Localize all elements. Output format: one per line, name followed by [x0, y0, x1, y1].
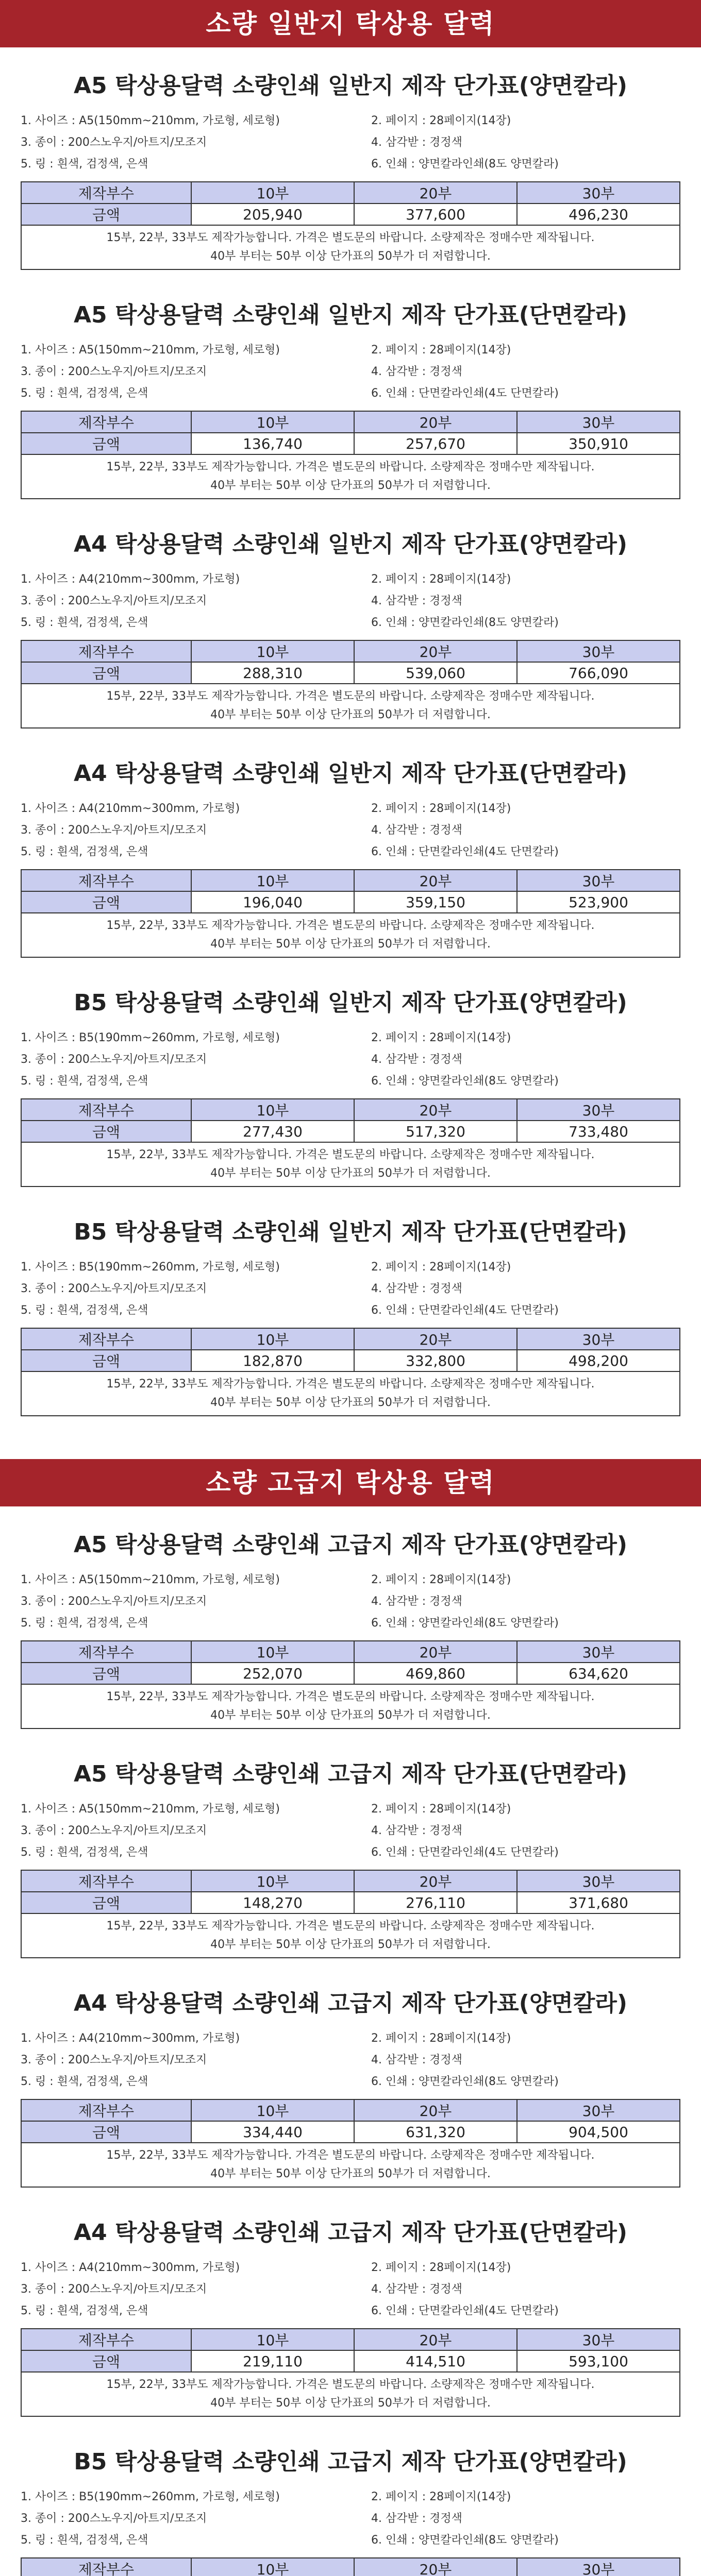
header-cell-count: 10부	[191, 182, 354, 204]
header-cell-quantity: 제작부수	[21, 1328, 191, 1350]
table-row	[21, 204, 680, 225]
row-label-price: 금액	[21, 2350, 191, 2372]
header-cell-count: 10부	[191, 1328, 354, 1350]
table-note-row	[21, 1142, 680, 1187]
spec-item: 3. 종이 : 200스노우지/아트지/모조지	[21, 595, 207, 607]
spec-item: 4. 삼각받 : 경정색	[371, 1595, 462, 1608]
header-cell-quantity: 제작부수	[21, 411, 191, 433]
spec-item: 1. 사이즈 : A4(210mm~300mm, 가로형)	[21, 802, 240, 815]
header-cell-count: 20부	[354, 640, 517, 662]
spec-item: 6. 인쇄 : 양면칼라인쇄(8도 양면칼라)	[371, 616, 559, 629]
spec-item: 2. 페이지 : 28페이지(14장)	[371, 1261, 511, 1274]
spec-item: 1. 사이즈 : A4(210mm~300mm, 가로형)	[21, 2261, 240, 2274]
spec-item: 6. 인쇄 : 단면칼라인쇄(4도 단면칼라)	[371, 387, 559, 400]
price-table-title: B5 탁상용달력 소량인쇄 일반지 제작 단가표(단면칼라)	[74, 1219, 627, 1245]
price-cell: 252,070	[191, 1663, 354, 1684]
price-table-block	[0, 2194, 701, 2424]
note-cell	[21, 1371, 680, 1416]
price-table	[21, 1640, 680, 1729]
spec-item: 1. 사이즈 : A4(210mm~300mm, 가로형)	[21, 573, 240, 586]
table-note-row	[21, 913, 680, 957]
header-cell-count: 30부	[517, 411, 680, 433]
price-cell: 182,870	[191, 1350, 354, 1371]
table-note-row	[21, 684, 680, 728]
price-table	[21, 640, 680, 728]
header-cell-count: 20부	[354, 1870, 517, 1892]
header-cell-quantity: 제작부수	[21, 182, 191, 204]
note-line-custom-quantity: 15부, 22부, 33부도 제작가능합니다. 가격은 별도문의 바랍니다. 소량제작은 정매수만 제작됩니다.	[106, 2378, 595, 2391]
header-cell-count: 30부	[517, 640, 680, 662]
table-row	[21, 891, 680, 913]
spec-item: 3. 종이 : 200스노우지/아트지/모조지	[21, 136, 207, 149]
price-cell: 539,060	[354, 662, 517, 684]
note-line-custom-quantity: 15부, 22부, 33부도 제작가능합니다. 가격은 별도문의 바랍니다. 소량제작은 정매수만 제작됩니다.	[106, 1148, 595, 1161]
spec-item: 6. 인쇄 : 양면칼라인쇄(8도 양면칼라)	[371, 1075, 559, 1088]
spec-item: 5. 링 : 흰색, 검정색, 은색	[21, 387, 148, 400]
note-cell	[21, 454, 680, 499]
price-cell: 517,320	[354, 1121, 517, 1142]
spec-item: 6. 인쇄 : 단면칼라인쇄(4도 단면칼라)	[371, 2304, 559, 2317]
spec-list	[21, 801, 680, 860]
spec-item: 2. 페이지 : 28페이지(14장)	[371, 2032, 511, 2045]
price-table-block	[0, 2424, 701, 2576]
spec-item: 5. 링 : 흰색, 검정색, 은색	[21, 845, 148, 858]
price-table	[21, 2328, 680, 2417]
row-label-price: 금액	[21, 891, 191, 913]
spec-item: 3. 종이 : 200스노우지/아트지/모조지	[21, 365, 207, 378]
price-cell: 334,440	[191, 2121, 354, 2143]
header-cell-quantity: 제작부수	[21, 1870, 191, 1892]
price-table-title: A5 탁상용달력 소량인쇄 고급지 제작 단가표(양면칼라)	[73, 1532, 628, 1558]
note-line-custom-quantity: 15부, 22부, 33부도 제작가능합니다. 가격은 별도문의 바랍니다. 소량제작은 정매수만 제작됩니다.	[106, 690, 595, 703]
price-cell: 469,860	[354, 1663, 517, 1684]
spec-item: 5. 링 : 흰색, 검정색, 은색	[21, 1304, 148, 1317]
row-label-price: 금액	[21, 204, 191, 225]
price-table	[21, 1098, 680, 1187]
spec-item: 4. 삼각받 : 경정색	[371, 365, 462, 378]
table-note-row	[21, 1913, 680, 1958]
price-table-title: A4 탁상용달력 소량인쇄 일반지 제작 단가표(양면칼라)	[73, 531, 628, 557]
table-note-row	[21, 454, 680, 499]
table-row	[21, 662, 680, 684]
spec-item: 1. 사이즈 : A5(150mm~210mm, 가로형, 세로형)	[21, 1803, 280, 1816]
spec-item: 3. 종이 : 200스노우지/아트지/모조지	[21, 2054, 207, 2066]
spec-item: 2. 페이지 : 28페이지(14장)	[371, 2261, 511, 2274]
spec-list	[21, 1802, 680, 1860]
price-table-block	[0, 735, 701, 964]
price-table-title: A4 탁상용달력 소량인쇄 일반지 제작 단가표(단면칼라)	[73, 760, 628, 787]
table-row	[21, 1892, 680, 1913]
price-cell: 205,940	[191, 204, 354, 225]
header-cell-count: 30부	[517, 1641, 680, 1663]
header-cell-count: 30부	[517, 182, 680, 204]
table-row	[21, 1350, 680, 1371]
header-cell-quantity: 제작부수	[21, 640, 191, 662]
price-table-title: A5 탁상용달력 소량인쇄 고급지 제작 단가표(단면칼라)	[73, 1761, 628, 1787]
header-cell-count: 10부	[191, 411, 354, 433]
price-cell: 359,150	[354, 891, 517, 913]
spec-item: 2. 페이지 : 28페이지(14장)	[371, 344, 511, 357]
row-label-price: 금액	[21, 1121, 191, 1142]
row-label-price: 금액	[21, 433, 191, 454]
header-cell-count: 20부	[354, 2099, 517, 2121]
table-header-row	[21, 640, 680, 662]
note-line-custom-quantity: 15부, 22부, 33부도 제작가능합니다. 가격은 별도문의 바랍니다. 소량제작은 정매수만 제작됩니다.	[106, 1920, 595, 1933]
price-cell: 496,230	[517, 204, 680, 225]
header-cell-count: 20부	[354, 2329, 517, 2350]
price-cell: 276,110	[354, 1892, 517, 1913]
price-cell: 371,680	[517, 1892, 680, 1913]
note-cell	[21, 684, 680, 728]
price-cell: 498,200	[517, 1350, 680, 1371]
note-line-custom-quantity: 15부, 22부, 33부도 제작가능합니다. 가격은 별도문의 바랍니다. 소량제작은 정매수만 제작됩니다.	[106, 2149, 595, 2162]
spec-item: 2. 페이지 : 28페이지(14장)	[371, 802, 511, 815]
spec-item: 5. 링 : 흰색, 검정색, 은색	[21, 2304, 148, 2317]
spec-list	[21, 2031, 680, 2090]
table-note-row	[21, 2372, 680, 2416]
spec-item: 4. 삼각받 : 경정색	[371, 2283, 462, 2296]
header-cell-count: 30부	[517, 870, 680, 891]
spec-item: 2. 페이지 : 28페이지(14장)	[371, 573, 511, 586]
price-cell: 733,480	[517, 1121, 680, 1142]
spec-item: 2. 페이지 : 28페이지(14장)	[371, 1031, 511, 1044]
note-line-custom-quantity: 15부, 22부, 33부도 제작가능합니다. 가격은 별도문의 바랍니다. 소량제작은 정매수만 제작됩니다.	[106, 919, 595, 932]
note-line-custom-quantity: 15부, 22부, 33부도 제작가능합니다. 가격은 별도문의 바랍니다. 소량제작은 정매수만 제작됩니다.	[106, 1690, 595, 1703]
price-table-block	[0, 1736, 701, 1965]
price-table-title: B5 탁상용달력 소량인쇄 고급지 제작 단가표(양면칼라)	[74, 2449, 627, 2475]
price-cell: 634,620	[517, 1663, 680, 1684]
spec-item: 5. 링 : 흰색, 검정색, 은색	[21, 1617, 148, 1630]
header-cell-count: 30부	[517, 2558, 680, 2576]
spec-item: 5. 링 : 흰색, 검정색, 은색	[21, 616, 148, 629]
table-header-row	[21, 2558, 680, 2576]
header-cell-count: 30부	[517, 2329, 680, 2350]
header-cell-count: 10부	[191, 640, 354, 662]
spec-item: 5. 링 : 흰색, 검정색, 은색	[21, 158, 148, 171]
price-table-title: A4 탁상용달력 소량인쇄 고급지 제작 단가표(단면칼라)	[73, 2219, 628, 2246]
price-cell: 523,900	[517, 891, 680, 913]
price-cell: 332,800	[354, 1350, 517, 1371]
note-line-bulk-discount: 40부 부터는 50부 이상 단가표의 50부가 더 저렴합니다.	[210, 708, 491, 721]
spec-item: 5. 링 : 흰색, 검정색, 은색	[21, 2534, 148, 2547]
price-table-title: B5 탁상용달력 소량인쇄 일반지 제작 단가표(양면칼라)	[74, 990, 627, 1016]
spec-item: 2. 페이지 : 28페이지(14장)	[371, 1573, 511, 1586]
spec-item: 2. 페이지 : 28페이지(14장)	[371, 2490, 511, 2503]
table-note-row	[21, 1371, 680, 1416]
spec-item: 6. 인쇄 : 양면칼라인쇄(8도 양면칼라)	[371, 158, 559, 171]
spec-item: 3. 종이 : 200스노우지/아트지/모조지	[21, 824, 207, 837]
header-cell-count: 10부	[191, 2558, 354, 2576]
note-line-custom-quantity: 15부, 22부, 33부도 제작가능합니다. 가격은 별도문의 바랍니다. 소량제작은 정매수만 제작됩니다.	[106, 231, 595, 244]
price-table	[21, 181, 680, 270]
note-line-custom-quantity: 15부, 22부, 33부도 제작가능합니다. 가격은 별도문의 바랍니다. 소량제작은 정매수만 제작됩니다.	[106, 1378, 595, 1391]
spec-list	[21, 2489, 680, 2548]
spec-item: 5. 링 : 흰색, 검정색, 은색	[21, 1846, 148, 1859]
note-cell	[21, 225, 680, 269]
spec-item: 1. 사이즈 : B5(190mm~260mm, 가로형, 세로형)	[21, 2490, 280, 2503]
note-line-bulk-discount: 40부 부터는 50부 이상 단가표의 50부가 더 저렴합니다.	[210, 2397, 491, 2410]
spec-item: 3. 종이 : 200스노우지/아트지/모조지	[21, 2512, 207, 2525]
note-line-bulk-discount: 40부 부터는 50부 이상 단가표의 50부가 더 저렴합니다.	[210, 1709, 491, 1722]
table-note-row	[21, 2143, 680, 2187]
price-table-title: A5 탁상용달력 소량인쇄 일반지 제작 단가표(단면칼라)	[73, 302, 628, 328]
price-table-block	[0, 1965, 701, 2194]
spec-item: 1. 사이즈 : A5(150mm~210mm, 가로형, 세로형)	[21, 114, 280, 127]
price-table	[21, 869, 680, 958]
price-cell: 593,100	[517, 2350, 680, 2372]
spec-item: 1. 사이즈 : B5(190mm~260mm, 가로형, 세로형)	[21, 1031, 280, 1044]
spec-item: 6. 인쇄 : 양면칼라인쇄(8도 양면칼라)	[371, 2534, 559, 2547]
spec-list	[21, 1572, 680, 1631]
table-header-row	[21, 1099, 680, 1121]
row-label-price: 금액	[21, 1892, 191, 1913]
header-cell-count: 30부	[517, 1099, 680, 1121]
note-cell	[21, 1684, 680, 1728]
spec-item: 6. 인쇄 : 양면칼라인쇄(8도 양면칼라)	[371, 2075, 559, 2088]
spec-item: 6. 인쇄 : 양면칼라인쇄(8도 양면칼라)	[371, 1617, 559, 1630]
table-note-row	[21, 225, 680, 269]
spec-item: 1. 사이즈 : A5(150mm~210mm, 가로형, 세로형)	[21, 344, 280, 357]
row-label-price: 금액	[21, 662, 191, 684]
table-header-row	[21, 411, 680, 433]
spec-item: 2. 페이지 : 28페이지(14장)	[371, 1803, 511, 1816]
price-table	[21, 2099, 680, 2188]
spec-item: 6. 인쇄 : 단면칼라인쇄(4도 단면칼라)	[371, 1846, 559, 1859]
spec-list	[21, 1260, 680, 1318]
header-cell-quantity: 제작부수	[21, 870, 191, 891]
note-line-bulk-discount: 40부 부터는 50부 이상 단가표의 50부가 더 저렴합니다.	[210, 250, 491, 263]
table-header-row	[21, 182, 680, 204]
table-row	[21, 433, 680, 454]
note-line-bulk-discount: 40부 부터는 50부 이상 단가표의 50부가 더 저렴합니다.	[210, 1167, 491, 1180]
header-cell-count: 10부	[191, 2099, 354, 2121]
header-cell-count: 20부	[354, 1328, 517, 1350]
table-header-row	[21, 2099, 680, 2121]
spec-list	[21, 572, 680, 631]
table-header-row	[21, 870, 680, 891]
price-table	[21, 1328, 680, 1416]
header-cell-count: 10부	[191, 2329, 354, 2350]
note-line-custom-quantity: 15부, 22부, 33부도 제작가능합니다. 가격은 별도문의 바랍니다. 소량제작은 정매수만 제작됩니다.	[106, 461, 595, 473]
header-cell-count: 30부	[517, 1870, 680, 1892]
table-note-row	[21, 1684, 680, 1728]
table-row	[21, 1663, 680, 1684]
spec-item: 1. 사이즈 : A4(210mm~300mm, 가로형)	[21, 2032, 240, 2045]
spec-list	[21, 343, 680, 401]
spec-item: 5. 링 : 흰색, 검정색, 은색	[21, 1075, 148, 1088]
table-header-row	[21, 2329, 680, 2350]
spec-item: 1. 사이즈 : B5(190mm~260mm, 가로형, 세로형)	[21, 1261, 280, 1274]
note-cell	[21, 913, 680, 957]
price-table	[21, 2557, 680, 2576]
price-table-block	[0, 47, 701, 277]
row-label-price: 금액	[21, 1663, 191, 1684]
header-cell-count: 20부	[354, 1641, 517, 1663]
price-cell: 257,670	[354, 433, 517, 454]
note-cell	[21, 1142, 680, 1187]
spec-item: 4. 삼각받 : 경정색	[371, 824, 462, 837]
row-label-price: 금액	[21, 2121, 191, 2143]
spec-item: 4. 삼각받 : 경정색	[371, 1053, 462, 1066]
price-cell: 196,040	[191, 891, 354, 913]
header-cell-count: 30부	[517, 2099, 680, 2121]
price-table-block	[0, 964, 701, 1194]
section-banner: 소량 일반지 탁상용 달력	[0, 0, 701, 47]
price-cell: 148,270	[191, 1892, 354, 1913]
table-row	[21, 1121, 680, 1142]
table-row	[21, 2121, 680, 2143]
spec-list	[21, 1030, 680, 1089]
spec-item: 3. 종이 : 200스노우지/아트지/모조지	[21, 1282, 207, 1295]
header-cell-quantity: 제작부수	[21, 1099, 191, 1121]
price-cell: 414,510	[354, 2350, 517, 2372]
table-row	[21, 2350, 680, 2372]
price-cell: 350,910	[517, 433, 680, 454]
price-cell: 766,090	[517, 662, 680, 684]
header-cell-count: 20부	[354, 182, 517, 204]
spec-item: 4. 삼각받 : 경정색	[371, 136, 462, 149]
spec-item: 4. 삼각받 : 경정색	[371, 1282, 462, 1295]
spec-item: 6. 인쇄 : 단면칼라인쇄(4도 단면칼라)	[371, 845, 559, 858]
spec-item: 3. 종이 : 200스노우지/아트지/모조지	[21, 1824, 207, 1837]
price-cell: 377,600	[354, 204, 517, 225]
spec-item: 3. 종이 : 200스노우지/아트지/모조지	[21, 1595, 207, 1608]
spec-item: 4. 삼각받 : 경정색	[371, 2054, 462, 2066]
header-cell-quantity: 제작부수	[21, 2099, 191, 2121]
header-cell-count: 10부	[191, 870, 354, 891]
spec-item: 6. 인쇄 : 단면칼라인쇄(4도 단면칼라)	[371, 1304, 559, 1317]
header-cell-count: 10부	[191, 1641, 354, 1663]
price-table-block	[0, 1194, 701, 1423]
price-table-block	[0, 1506, 701, 1736]
price-cell: 277,430	[191, 1121, 354, 1142]
spec-item: 2. 페이지 : 28페이지(14장)	[371, 114, 511, 127]
price-cell: 631,320	[354, 2121, 517, 2143]
table-header-row	[21, 1870, 680, 1892]
price-cell: 219,110	[191, 2350, 354, 2372]
table-header-row	[21, 1641, 680, 1663]
row-label-price: 금액	[21, 1350, 191, 1371]
spec-item: 4. 삼각받 : 경정색	[371, 595, 462, 607]
header-cell-count: 20부	[354, 411, 517, 433]
price-table-block	[0, 506, 701, 735]
header-cell-count: 10부	[191, 1099, 354, 1121]
header-cell-count: 20부	[354, 2558, 517, 2576]
spec-list	[21, 2260, 680, 2319]
spec-item: 3. 종이 : 200스노우지/아트지/모조지	[21, 1053, 207, 1066]
header-cell-quantity: 제작부수	[21, 1641, 191, 1663]
price-table	[21, 1870, 680, 1958]
price-table-title: A5 탁상용달력 소량인쇄 일반지 제작 단가표(양면칼라)	[73, 73, 628, 99]
price-table-block	[0, 277, 701, 506]
header-cell-count: 30부	[517, 1328, 680, 1350]
spec-item: 5. 링 : 흰색, 검정색, 은색	[21, 2075, 148, 2088]
header-cell-count: 20부	[354, 1099, 517, 1121]
note-cell	[21, 2372, 680, 2416]
table-header-row	[21, 1328, 680, 1350]
note-cell	[21, 1913, 680, 1958]
header-cell-count: 20부	[354, 870, 517, 891]
note-line-bulk-discount: 40부 부터는 50부 이상 단가표의 50부가 더 저렴합니다.	[210, 479, 491, 492]
price-cell: 136,740	[191, 433, 354, 454]
spec-list	[21, 113, 680, 172]
spec-item: 4. 삼각받 : 경정색	[371, 2512, 462, 2525]
note-cell	[21, 2143, 680, 2187]
section-spacer	[0, 1423, 701, 1459]
note-line-bulk-discount: 40부 부터는 50부 이상 단가표의 50부가 더 저렴합니다.	[210, 938, 491, 951]
price-table	[21, 411, 680, 499]
header-cell-quantity: 제작부수	[21, 2558, 191, 2576]
spec-item: 1. 사이즈 : A5(150mm~210mm, 가로형, 세로형)	[21, 1573, 280, 1586]
price-cell: 288,310	[191, 662, 354, 684]
price-table-title: A4 탁상용달력 소량인쇄 고급지 제작 단가표(양면칼라)	[73, 1990, 628, 2016]
spec-item: 4. 삼각받 : 경정색	[371, 1824, 462, 1837]
note-line-bulk-discount: 40부 부터는 50부 이상 단가표의 50부가 더 저렴합니다.	[210, 1938, 491, 1951]
price-cell: 904,500	[517, 2121, 680, 2143]
note-line-bulk-discount: 40부 부터는 50부 이상 단가표의 50부가 더 저렴합니다.	[210, 1396, 491, 1409]
note-line-bulk-discount: 40부 부터는 50부 이상 단가표의 50부가 더 저렴합니다.	[210, 2167, 491, 2180]
section-banner: 소량 고급지 탁상용 달력	[0, 1459, 701, 1506]
spec-item: 3. 종이 : 200스노우지/아트지/모조지	[21, 2283, 207, 2296]
header-cell-quantity: 제작부수	[21, 2329, 191, 2350]
header-cell-count: 10부	[191, 1870, 354, 1892]
